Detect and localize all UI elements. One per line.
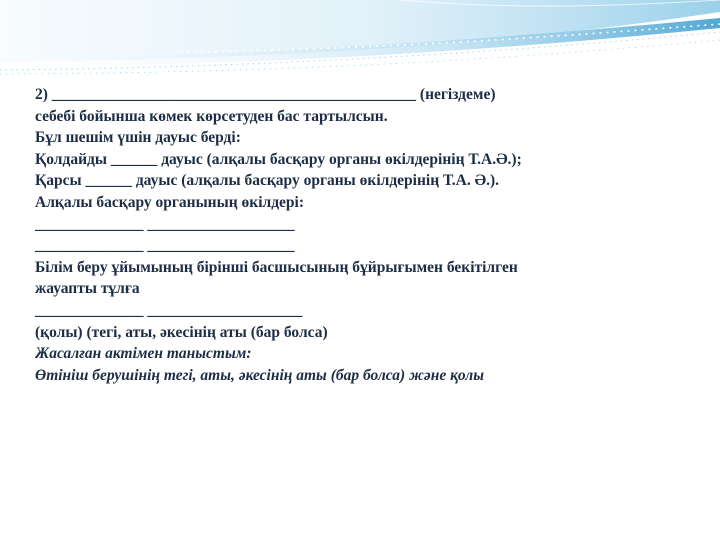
vote-heading: Бұл шешім үшін дауыс берді: — [35, 129, 241, 147]
document-body — [35, 84, 695, 386]
votes-for-line: Қолдайды ______ дауыс (алқалы басқару органы өкілдерінің Т.А.Ә.); — [35, 150, 522, 168]
header-wave-decoration — [0, 0, 720, 80]
votes-against-line: Қарсы ______ дауыс (алқалы басқару органы өкілдерінің Т.А. Ә.). — [35, 172, 499, 190]
responsible-person-signature-line: ______________ ____________________ — [35, 301, 303, 319]
responsible-person-heading: Білім беру ұйымының бірінші басшысының бұйрығымен бекітілген — [35, 258, 518, 276]
signature-caption: (қолы) (тегі, аты, әкесінің аты (бар болса) — [35, 323, 328, 341]
representative-signature-line-1: ______________ ___________________ — [35, 215, 295, 233]
refusal-reason-line: 2) _______________________________________________ (негіздеме) — [35, 86, 496, 103]
refusal-decision-line: себебі бойынша көмек көрсетуден бас тартылсын. — [35, 107, 388, 125]
representative-signature-line-2: ______________ ___________________ — [35, 237, 295, 255]
acquaintance-heading: Жасалған актімен таныстым: — [35, 345, 252, 363]
responsible-person-heading-cont: жауапты тұлға — [35, 280, 140, 298]
applicant-signature-caption: Өтініш берушінің тегі, аты, әкесінің аты (бар болса) және қолы — [35, 366, 485, 384]
board-representatives-heading: Алқалы басқару органының өкілдері: — [35, 193, 305, 211]
